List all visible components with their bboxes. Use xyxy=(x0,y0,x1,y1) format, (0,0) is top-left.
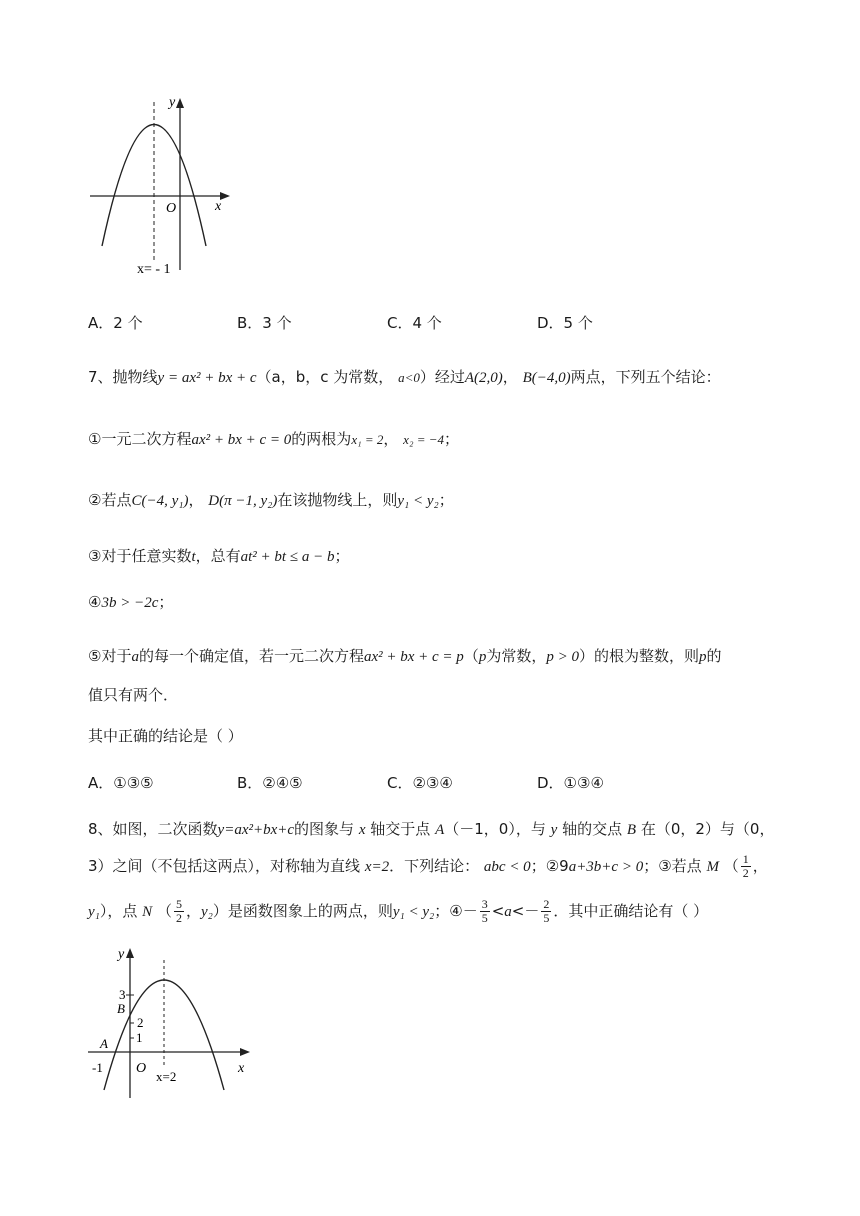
q6-option-a[interactable]: A．2 个 xyxy=(88,314,143,332)
q7-option-b[interactable]: B．②④⑤ xyxy=(237,774,303,792)
frac-five-halves xyxy=(174,898,184,925)
q7-option-a[interactable]: A．①③⑤ xyxy=(88,774,154,792)
x-axis-arrow xyxy=(240,1048,250,1056)
q8-text-e: 轴的交点 xyxy=(562,820,623,838)
x-axis-label: x xyxy=(238,1061,245,1076)
q8-text-a: 8、如图，二次函数 xyxy=(88,820,218,838)
s5-text-f: 的 xyxy=(706,647,722,665)
frac-denominator: 2 xyxy=(742,866,749,880)
frac-numerator: 1 xyxy=(742,852,749,866)
symmetry-label: x= - 1 xyxy=(137,262,171,277)
s3-inequality: at² + bt ≤ a − b xyxy=(240,549,335,565)
s5-equation: ax² + bx + c = p xyxy=(363,649,464,665)
q8-text-b: 的图象与 xyxy=(294,820,355,838)
q7-equation: y = ax² + bx + c xyxy=(157,370,257,386)
s5-text-b: 的每一个确定值，若一元二次方程 xyxy=(138,647,364,665)
s2-sep: ， xyxy=(188,491,204,509)
q8-inequality: y₁ < y₂ xyxy=(392,904,435,920)
s2-end: ； xyxy=(438,491,454,509)
frac-denominator: 5 xyxy=(481,911,488,925)
s1-end: ； xyxy=(444,430,460,448)
q8-equation: y=ax²+bx+c xyxy=(217,822,295,838)
q8-x: x xyxy=(358,822,366,838)
origin-label: O xyxy=(166,201,177,216)
figure-parabola-2 xyxy=(86,940,266,1100)
s1-text-b: 的两根为 xyxy=(291,430,352,448)
y-axis-label: y xyxy=(118,947,125,962)
q7-statement-3 xyxy=(88,545,349,566)
q7-statement-2 xyxy=(88,489,454,510)
q8-text-c: 轴交于点 xyxy=(370,820,431,838)
frac-one-half xyxy=(741,853,751,880)
frac-numerator: 3 xyxy=(481,897,488,911)
tick-3-label: 3 xyxy=(119,987,126,1002)
s5-a: a xyxy=(131,649,139,665)
q7-intro-d: 两点，下列五个结论： xyxy=(570,368,721,386)
s3-end: ； xyxy=(334,547,350,565)
x-axis-arrow xyxy=(220,192,230,200)
q8-point-n: N xyxy=(142,904,153,920)
frac-numerator: 2 xyxy=(543,897,550,911)
s1-text-a: ①一元二次方程 xyxy=(88,430,192,448)
s4-inequality: 3b > −2c xyxy=(101,595,159,611)
q8-text-l3f: < xyxy=(491,902,505,920)
frac-two-fifths xyxy=(541,898,551,925)
s4-text-a: ④ xyxy=(88,593,102,611)
q8-axis-eq: x=2 xyxy=(364,859,390,875)
s2-point-c: C(−4, y₁) xyxy=(131,493,189,509)
tick-2-label: 2 xyxy=(137,1015,144,1030)
figure-parabola-1 xyxy=(80,88,240,283)
q7-statement-1 xyxy=(88,428,459,449)
q8-text-l3h: ．其中正确结论有（ ） xyxy=(553,902,709,920)
point-b-label: B xyxy=(117,1001,125,1016)
s5-text-e: ）的根为整数，则 xyxy=(578,647,699,665)
q8-line-3 xyxy=(88,898,708,925)
q8-text-l3g: <－ xyxy=(511,902,540,920)
y-axis-arrow xyxy=(176,98,184,108)
q8-text-l2d: ；③若点 xyxy=(643,857,702,875)
q8-line-2 xyxy=(88,853,768,880)
s2-text-a: ②若点 xyxy=(88,491,132,509)
s2-text-b: 在该抛物线上，则 xyxy=(277,491,398,509)
q8-text-f: 在（0，2）与（0， xyxy=(640,820,775,838)
frac-denominator: 2 xyxy=(175,911,182,925)
q8-text-l2e: （ xyxy=(723,857,739,875)
y-axis-label: y xyxy=(169,95,176,110)
s5-text-a: ⑤对于 xyxy=(88,647,132,665)
tick-neg1-label: -1 xyxy=(92,1060,103,1075)
q7-statement-5-line2: 值只有两个． xyxy=(88,686,179,704)
s1-sep: ， xyxy=(383,430,399,448)
frac-three-fifths xyxy=(480,898,490,925)
q8-text-l2f: ， xyxy=(752,857,768,875)
s5-condition: p > 0 xyxy=(546,649,579,665)
s3-t: t xyxy=(191,549,196,565)
q8-text-l3d: ）是函数图象上的两点，则 xyxy=(212,902,393,920)
s3-text-a: ③对于任意实数 xyxy=(88,547,192,565)
frac-denominator: 5 xyxy=(543,911,550,925)
q8-point-m: M xyxy=(706,859,719,875)
q8-text-l2a: 3）之间（不包括这两点），对称轴为直线 xyxy=(88,857,361,875)
s5-text-d: 为常数， xyxy=(486,647,547,665)
q8-text-l3a: ），点 xyxy=(99,902,138,920)
symmetry-label: x=2 xyxy=(156,1069,177,1084)
x-axis-label: x xyxy=(215,199,222,214)
s2-point-d: D(π −1, y₂) xyxy=(208,493,278,509)
q7-condition: a<0 xyxy=(398,370,420,385)
parabola-curve xyxy=(102,125,206,247)
q8-text-l3b: （ xyxy=(156,902,172,920)
s3-text-b: ，总有 xyxy=(195,547,241,565)
point-a-label: A xyxy=(100,1036,108,1051)
s1-root-2: x₂ = −4 xyxy=(403,432,445,447)
q8-y1: y₁ xyxy=(88,904,100,920)
q7-statement-4 xyxy=(88,591,173,612)
q8-point-a: A xyxy=(435,822,445,838)
q8-line-1 xyxy=(88,818,774,839)
s5-text-c: （ xyxy=(463,647,479,665)
q8-text-l3c: ， xyxy=(185,902,201,920)
q7-point-a: A(2,0) xyxy=(464,370,503,386)
q8-text-l3e: ；④－ xyxy=(434,902,478,920)
origin-label: O xyxy=(136,1061,147,1076)
s5-p: p xyxy=(478,649,487,665)
s5-p-2: p xyxy=(698,649,707,665)
q8-text-d: （－1，0），与 xyxy=(444,820,546,838)
q8-point-b: B xyxy=(626,822,637,838)
q7-option-c[interactable]: C．②③④ xyxy=(387,774,453,792)
q8-a: a xyxy=(504,904,512,920)
q7-sep: ， xyxy=(502,368,518,386)
q8-y: y xyxy=(550,822,558,838)
q7-statement-5 xyxy=(88,645,722,666)
tick-1-label: 1 xyxy=(136,1030,143,1045)
s1-equation: ax² + bx + c = 0 xyxy=(191,432,292,448)
q8-abc: abc < 0 xyxy=(483,859,531,875)
q6-option-c[interactable]: C．4 个 xyxy=(387,314,442,332)
q7-option-d[interactable]: D．①③④ xyxy=(537,774,604,792)
q6-option-d[interactable]: D．5 个 xyxy=(537,314,593,332)
q7-question: 其中正确的结论是（ ） xyxy=(88,727,243,745)
s1-root-1: x₁ = 2 xyxy=(351,432,384,447)
q7-intro: 7、抛物线 xyxy=(88,368,158,386)
frac-numerator: 5 xyxy=(175,897,182,911)
q8-text-l2b: ．下列结论： xyxy=(389,857,480,875)
q7-stem xyxy=(88,366,721,387)
q8-y2: y₂ xyxy=(201,904,213,920)
q8-text-l2c: ；②9 xyxy=(530,857,569,875)
s2-inequality: y₁ < y₂ xyxy=(397,493,439,509)
q8-expr: a+3b+c > 0 xyxy=(568,859,644,875)
s4-end: ； xyxy=(158,593,174,611)
q6-option-b[interactable]: B．3 个 xyxy=(237,314,292,332)
q7-intro-b: （a，b，c 为常数， xyxy=(256,368,394,386)
q7-intro-c: ）经过 xyxy=(419,368,465,386)
y-axis-arrow xyxy=(126,948,134,958)
q7-point-b: B(−4,0) xyxy=(522,370,571,386)
